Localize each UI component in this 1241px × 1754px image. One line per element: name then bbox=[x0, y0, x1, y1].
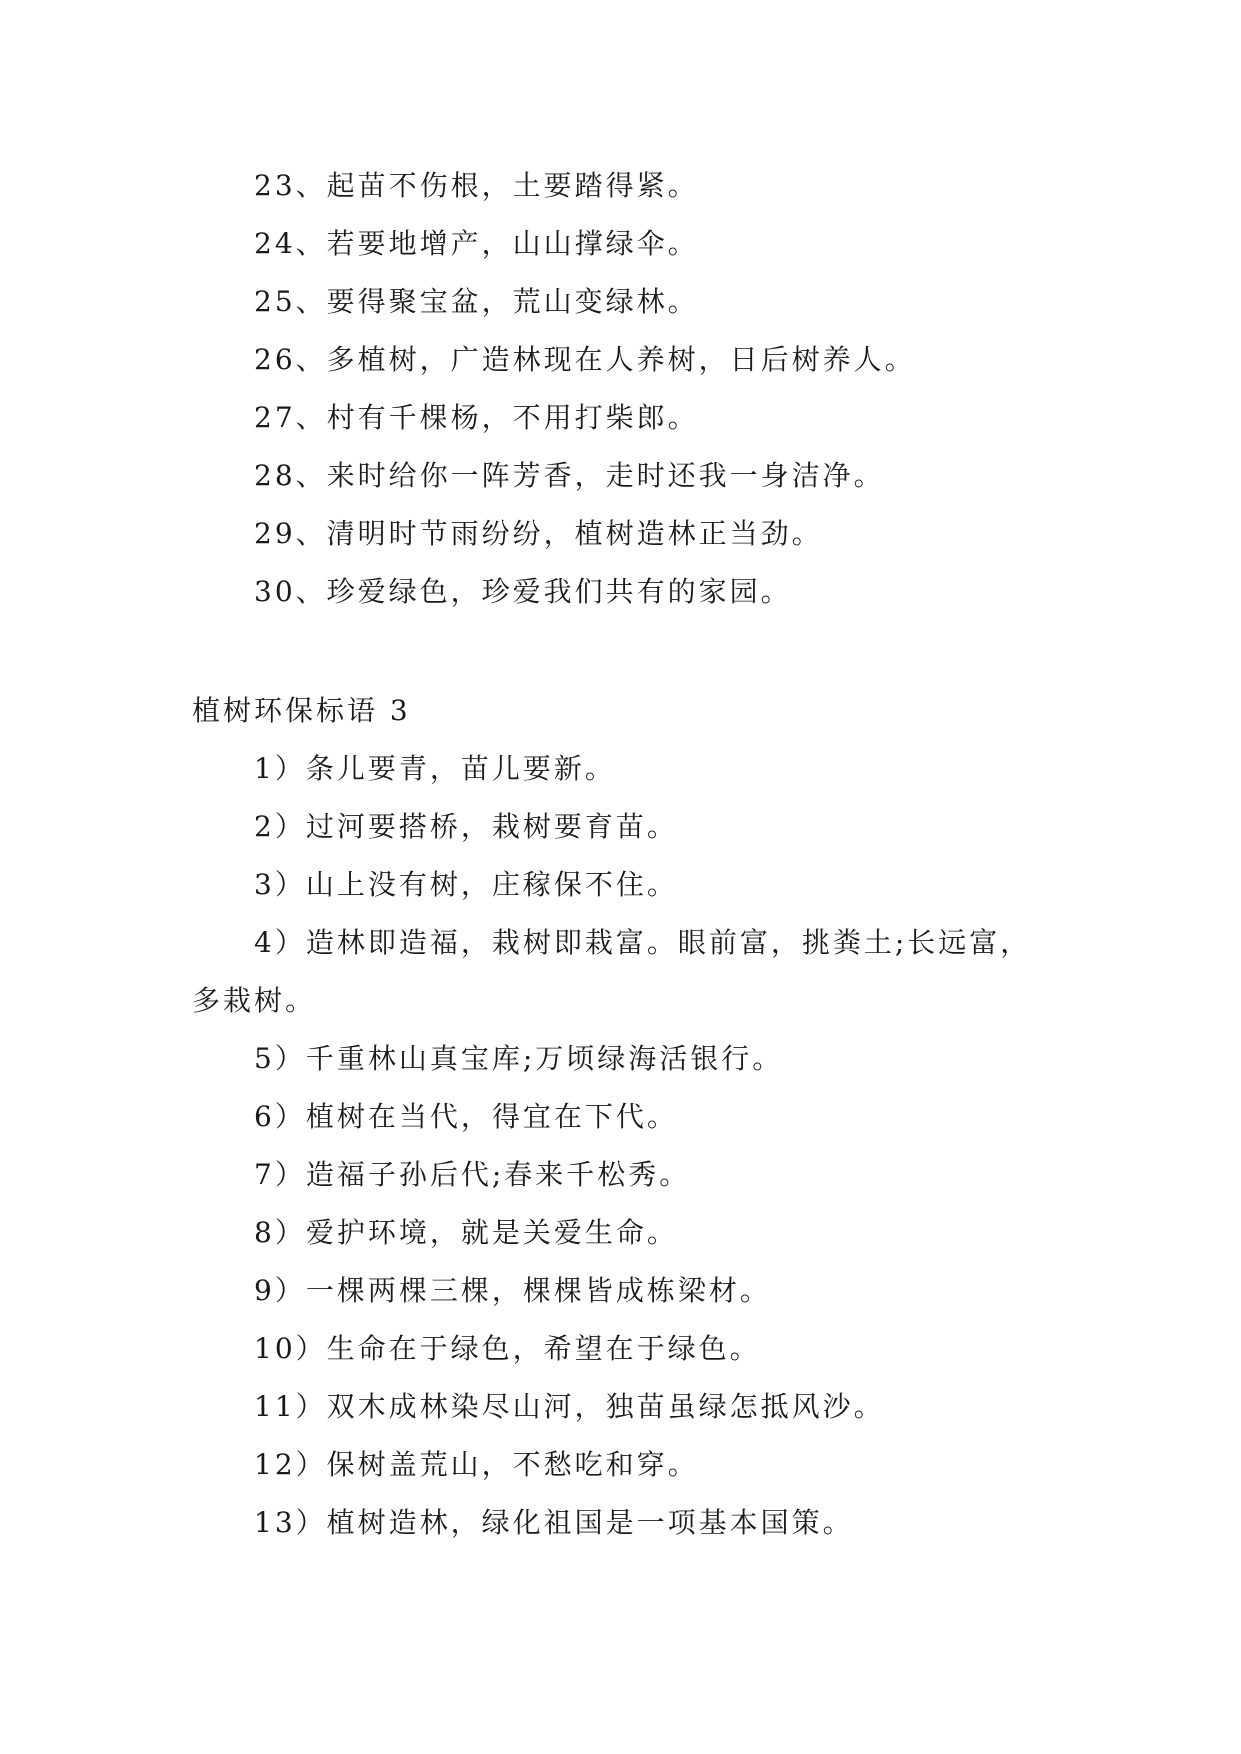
slogan-line: 9）一棵两棵三棵，棵棵皆成栋梁材。 bbox=[254, 1274, 771, 1307]
slogan-line: 3）山上没有树，庄稼保不住。 bbox=[254, 868, 678, 901]
slogan-line: 7）造福子孙后代;春来千松秀。 bbox=[254, 1158, 691, 1191]
slogan-line: 28、来时给你一阵芳香，走时还我一身洁净。 bbox=[254, 459, 885, 492]
slogan-line: 5）千重林山真宝库;万顷绿海活银行。 bbox=[254, 1042, 784, 1075]
slogan-line: 4）造林即造福，栽树即栽富。眼前富，挑粪土;长远富， bbox=[254, 926, 1032, 959]
slogan-line: 1）条儿要青，苗儿要新。 bbox=[254, 752, 616, 785]
slogan-line: 12）保树盖荒山，不愁吃和穿。 bbox=[254, 1448, 699, 1481]
slogan-line: 10）生命在于绿色，希望在于绿色。 bbox=[254, 1332, 761, 1365]
slogan-line: 6）植树在当代，得宜在下代。 bbox=[254, 1100, 678, 1133]
slogan-line: 27、村有千棵杨，不用打柴郎。 bbox=[254, 401, 699, 434]
slogan-line: 25、要得聚宝盆，荒山变绿林。 bbox=[254, 285, 699, 318]
slogan-line: 26、多植树，广造林现在人养树，日后树养人。 bbox=[254, 343, 916, 376]
slogan-line: 11）双木成林染尽山河，独苗虽绿怎抵风沙。 bbox=[254, 1390, 885, 1423]
slogan-line: 13）植树造林，绿化祖国是一项基本国策。 bbox=[254, 1506, 854, 1539]
slogan-line-continuation: 多栽树。 bbox=[192, 984, 317, 1017]
slogan-line: 29、清明时节雨纷纷，植树造林正当劲。 bbox=[254, 517, 823, 550]
slogan-line: 24、若要地增产，山山撑绿伞。 bbox=[254, 227, 699, 260]
slogan-list-continued bbox=[0, 157, 1241, 621]
slogan-section-3 bbox=[0, 682, 1241, 1552]
slogan-line: 8）爱护环境，就是关爱生命。 bbox=[254, 1216, 678, 1249]
slogan-line: 2）过河要搭桥，栽树要育苗。 bbox=[254, 810, 678, 843]
section-heading: 植树环保标语 3 bbox=[192, 694, 411, 727]
slogan-line: 30、珍爱绿色，珍爱我们共有的家园。 bbox=[254, 575, 792, 608]
slogan-line: 23、起苗不伤根，土要踏得紧。 bbox=[254, 169, 699, 202]
